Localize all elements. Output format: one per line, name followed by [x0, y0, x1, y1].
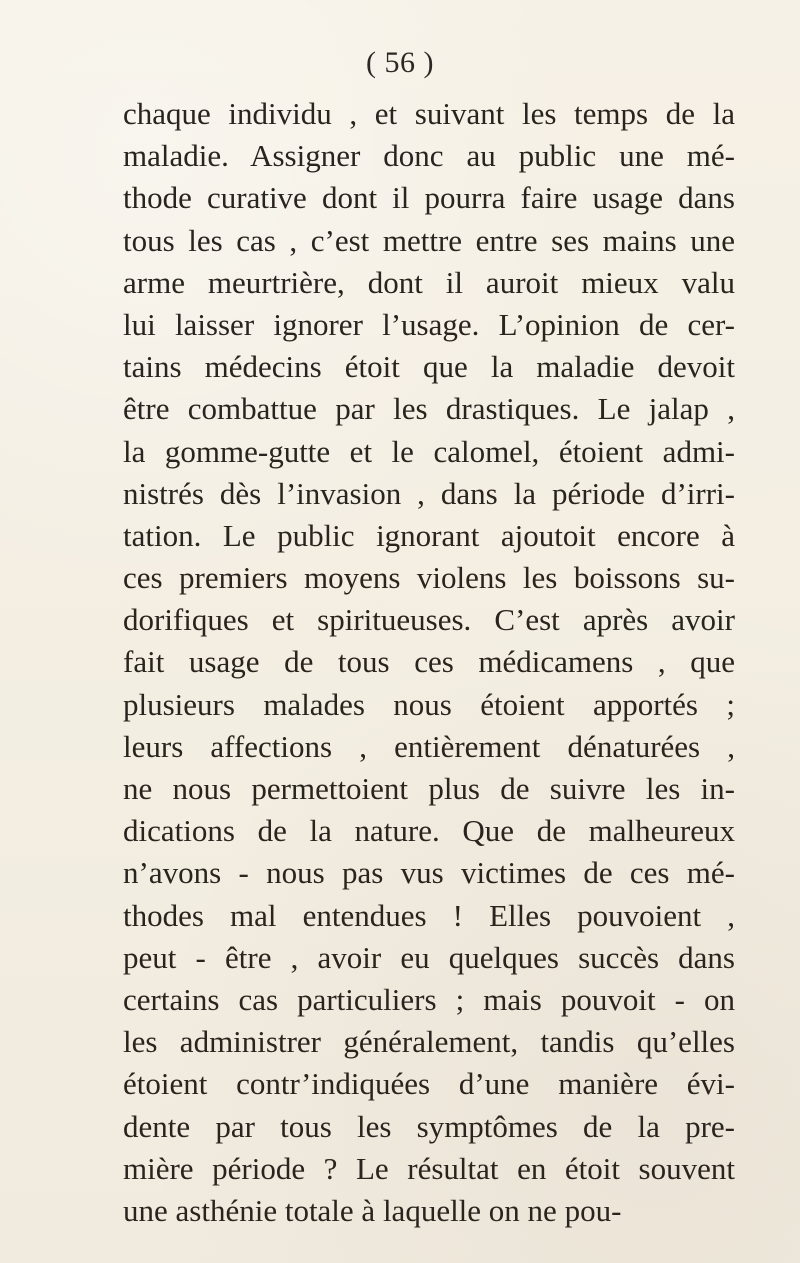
text-line-1: chaque individu , et suivant les temps de la: [123, 96, 735, 131]
text-line-9: la gomme-gutte et le calomel, étoient admi-: [123, 433, 735, 469]
text-line-7: tains médecins étoit que la maladie devoit: [123, 349, 735, 385]
text-line-6: lui laisser ignorer l’usage. L’opinion de cer-: [123, 306, 735, 342]
text-line-25: dente par tous les symptômes de la pre-: [123, 1108, 735, 1144]
text-line-4: tous les cas , c’est mettre entre ses mains une: [123, 222, 735, 258]
text-line-20: thodes mal entendues ! Elles pouvoient ,: [123, 897, 735, 933]
text-line-5: arme meurtrière, dont il auroit mieux valu: [123, 264, 735, 300]
text-line-21: peut - être , avoir eu quelques succès dans: [123, 939, 735, 975]
text-line-15: plusieurs malades nous étoient apportés ;: [123, 686, 735, 722]
text-line-10: nistrés dès l’invasion , dans la période d’irri-: [123, 475, 735, 511]
text-line-19: n’avons - nous pas vus victimes de ces mé-: [123, 855, 735, 891]
text-line-24: étoient contr’indiquées d’une manière évi-: [123, 1066, 735, 1102]
text-line-16: leurs affections , entièrement dénaturées ,: [123, 728, 735, 764]
text-line-27: une asthénie totale à laquelle on ne pou-: [123, 1192, 622, 1228]
text-line-17: ne nous permettoient plus de suivre les in-: [123, 771, 735, 806]
text-line-11: tation. Le public ignorant ajoutoit encore à: [123, 517, 735, 553]
text-line-23: les administrer généralement, tandis qu’elles: [123, 1024, 735, 1060]
page-number-header: ( 56 ): [366, 46, 434, 79]
text-line-13: dorifiques et spiritueuses. C’est après avoir: [123, 602, 735, 638]
text-line-22: certains cas particuliers ; mais pouvoit - on: [123, 981, 735, 1017]
text-line-3: thode curative dont il pourra faire usage dans: [123, 180, 735, 216]
text-line-12: ces premiers moyens violens les boissons su-: [123, 560, 735, 596]
text-line-14: fait usage de tous ces médicamens , que: [123, 644, 735, 680]
text-line-18: dications de la nature. Que de malheureux: [123, 813, 735, 849]
text-line-2: maladie. Assigner donc au public une mé-: [123, 138, 735, 174]
body-text: [123, 93, 735, 1232]
text-line-8: être combattue par les drastiques. Le jalap ,: [123, 391, 735, 427]
text-line-26: mière période ? Le résultat en étoit souvent: [123, 1150, 735, 1186]
